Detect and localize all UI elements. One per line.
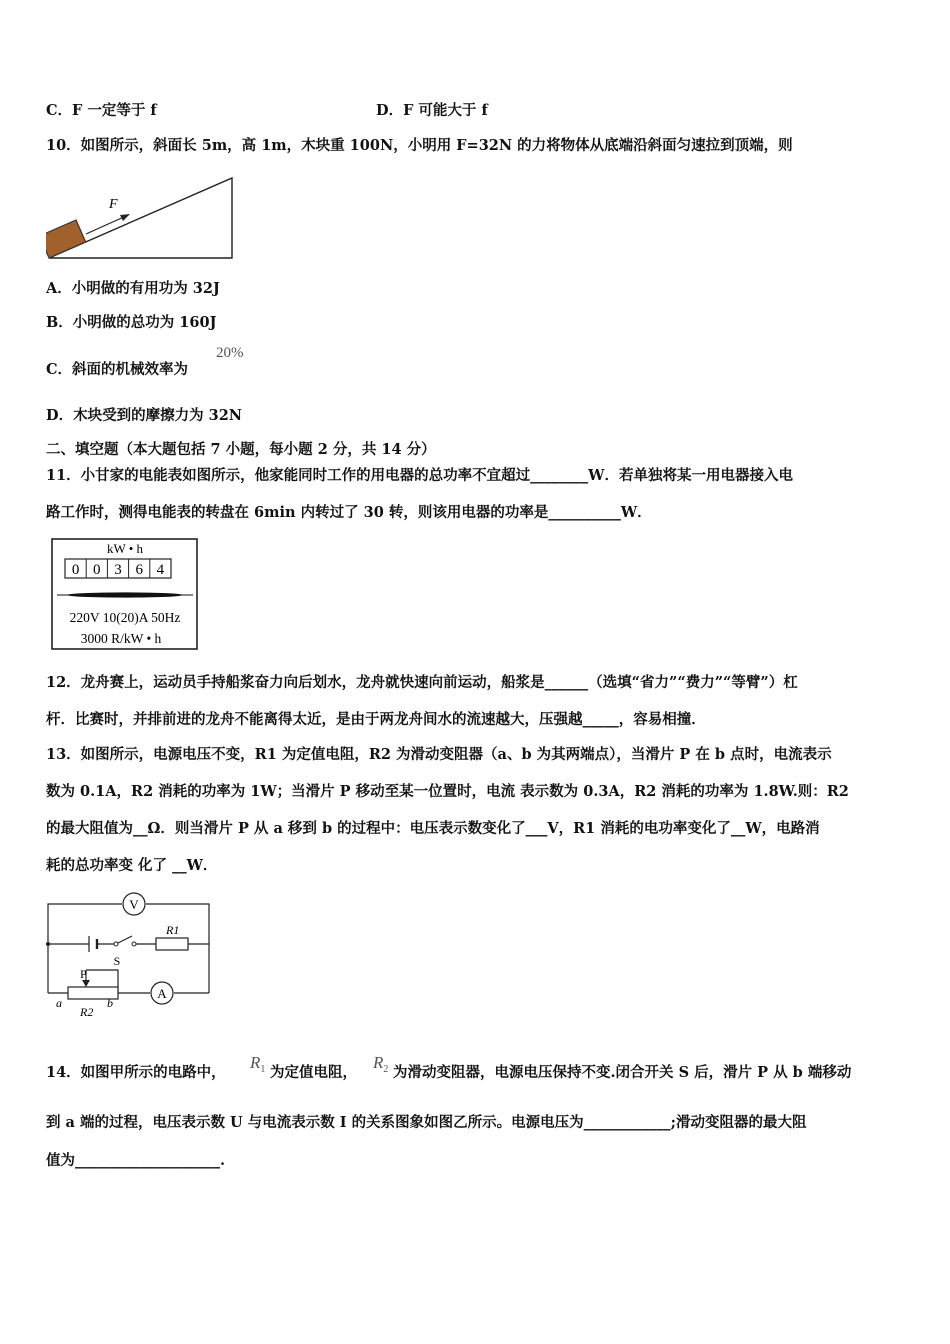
circuit-figure bbox=[44, 892, 214, 1020]
force-arrow-shaft bbox=[86, 216, 126, 234]
r2-symbol: $R_2$ bbox=[373, 1053, 389, 1075]
q10-option-a: A．小明做的有用功为 32J bbox=[46, 280, 220, 297]
voltmeter-label: V bbox=[129, 897, 139, 912]
r1-symbol: $R_1$ bbox=[250, 1053, 266, 1075]
q13-line1: 13．如图所示，电源电压不变，R1 为定值电阻，R2 为滑动变阻器（a、b 为其两端点），当滑片 P 在 b 点时，电流表示 bbox=[46, 746, 832, 763]
q10-option-b: B．小明做的总功为 160J bbox=[46, 314, 217, 331]
q12-line1: 12．龙舟赛上，运动员手持船浆奋力向后划水，龙舟就快速向前运动，船浆是______（选填“省力”“费力”“等臂”）杠 bbox=[46, 674, 798, 691]
r1-label: R1 bbox=[166, 923, 180, 937]
q13-line4: 耗的总功率变 化了 __W． bbox=[46, 857, 218, 874]
q10-option-c-value: 20% bbox=[216, 345, 244, 361]
switch-label: S bbox=[113, 954, 121, 968]
slider-arrow bbox=[82, 980, 90, 987]
meter-digit: 3 bbox=[114, 562, 122, 578]
q11-line1: 11．小甘家的电能表如图所示，他家能同时工作的用电器的总功率不宜超过________W．若单独将某一用电器接入电 bbox=[46, 467, 793, 484]
meter-digit: 0 bbox=[93, 562, 101, 578]
q14-line3: 值为____________________. bbox=[46, 1152, 226, 1169]
r2-label: R2 bbox=[80, 1005, 94, 1019]
meter-digit: 4 bbox=[156, 562, 165, 578]
meter-rating: 220V 10(20)A 50Hz bbox=[69, 610, 181, 625]
q14-line1-prefix: 14．如图甲所示的电路中， bbox=[46, 1064, 226, 1081]
force-arrowhead bbox=[120, 214, 130, 221]
q9-option-d: D．F 可能大于 f bbox=[376, 102, 488, 119]
meter-digit: 0 bbox=[71, 562, 80, 578]
q13-line2: 数为 0.1A，R2 消耗的功率为 1W；当滑片 P 移动至某一位置时，电流 表示数为 0.3A，R2 消耗的功率为 1.8W.则：R2 bbox=[46, 783, 849, 800]
end-b-label: b bbox=[107, 996, 113, 1010]
q10-stem: 10．如图所示，斜面长 5m，高 1m，木块重 100N，小明用 F=32N 的力将物体从底端沿斜面匀速拉到顶端，则 bbox=[46, 137, 793, 154]
q10-option-d: D．木块受到的摩擦力为 32N bbox=[46, 407, 243, 424]
energy-meter-figure bbox=[51, 538, 199, 651]
q11-line2: 路工作时，测得电能表的转盘在 6min 内转过了 30 转，则该用电器的功率是__________W． bbox=[46, 504, 652, 521]
resistor-r1 bbox=[156, 938, 188, 950]
meter-digit: 6 bbox=[135, 562, 143, 578]
slider-label: P bbox=[80, 967, 87, 981]
q9-option-c: C．F 一定等于 f bbox=[46, 102, 157, 119]
q14-line1-suffix: 为滑动变阻器，电源电压保持不变.闭合开关 S 后，滑片 P 从 b 端移动 bbox=[393, 1064, 852, 1081]
meter-unit: kW • h bbox=[106, 541, 144, 556]
meter-revolutions: 3000 R/kW • h bbox=[80, 631, 162, 646]
force-label: F bbox=[109, 197, 118, 212]
q10-option-c: C．斜面的机械效率为 bbox=[46, 361, 189, 378]
incline-figure bbox=[46, 172, 238, 262]
q14-line1-mid: 为定值电阻， bbox=[270, 1064, 357, 1081]
wooden-block bbox=[46, 220, 86, 258]
ammeter-label: A bbox=[157, 986, 167, 1001]
q14-line2: 到 a 端的过程，电压表示数 U 与电流表示数 I 的关系图象如图乙所示。电源电压为____________;滑动变阻器的最大阻 bbox=[46, 1114, 807, 1131]
end-a-label: a bbox=[56, 996, 62, 1010]
q13-line3: 的最大阻值为__Ω．则当滑片 P 从 a 移到 b 的过程中：电压表示数变化了___V，R1 消耗的电功率变化了__W，电路消 bbox=[46, 820, 820, 837]
q12-line2: 杆．比赛时，并排前进的龙舟不能离得太近，是由于两龙舟间水的流速越大，压强越_____，容易相撞． bbox=[46, 711, 706, 728]
section-heading: 二、填空题（本大题包括 7 小题，每小题 2 分，共 14 分） bbox=[46, 441, 436, 458]
